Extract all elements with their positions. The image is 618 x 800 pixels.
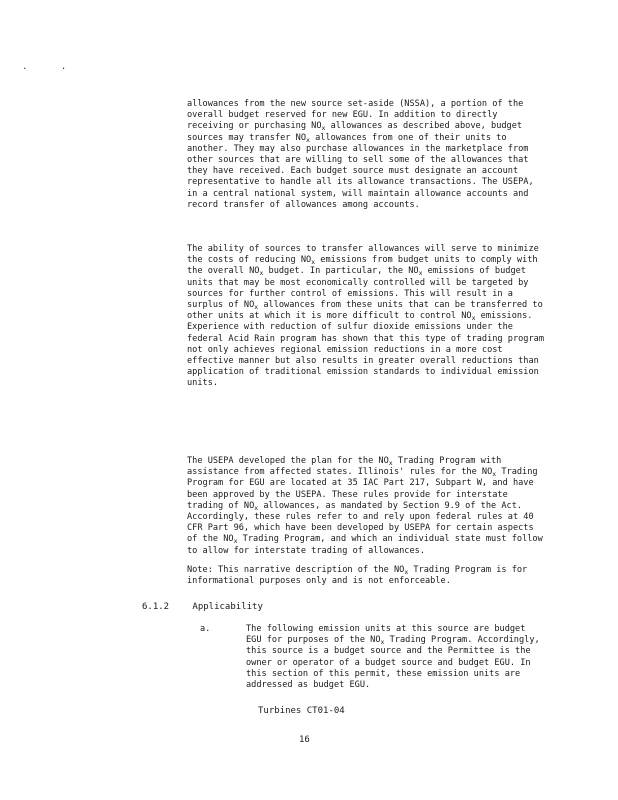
- paragraph-transfer: [187, 244, 547, 401]
- turbines-label: Turbines CT01-04: [258, 706, 345, 716]
- section-number: 6.1.2: [142, 602, 170, 612]
- subscript: x: [233, 537, 238, 546]
- paragraph-nssa: [187, 99, 547, 222]
- list-item-label: a.: [200, 624, 211, 634]
- subscript: x: [259, 269, 264, 278]
- paragraph-text: The USEPA developed the plan for the $NO_x$ Trading Program with assistance from affected states. Illinois' rules for the $NO_x$ Trading Program for EGU are located at 35 IAC Part 217, Subpart W, and have been approved by the USEPA. These rules provide for interstate trading of $NO_x$ allowances, as mandated by Section 9.9 of the Act. Accordingly, these rules refer to and rely upon federal rules at 40 CFR Part 96, which have been developed by USEPA for certain aspects of the $NO_x$ Trading Program, and which an individual state must follow to allow for interstate trading of allowances.: [187, 456, 543, 556]
- subscript: x: [471, 314, 476, 323]
- corner-mark: . .: [22, 62, 81, 72]
- paragraph-text: Note: This narrative description of the $NO_x$ Trading Program is for informational purposes only and is not enforceable.: [187, 565, 528, 587]
- paragraph-usepa-plan: [187, 456, 547, 568]
- section-title: Applicability: [192, 602, 263, 612]
- subscript: x: [311, 258, 316, 267]
- subscript: x: [306, 135, 310, 144]
- subscript: x: [254, 503, 259, 512]
- list-item-text: The following emission units at this source are budget EGU for purposes of the $NO_x$ Trading Program. Accordingly, this source is a budget source and the Permittee is the owner or operator of a budget source and budget EGU. In this section of this permit, these emission units are addressed as budget EGU.: [246, 624, 540, 691]
- subscript: x: [254, 303, 259, 312]
- page-number: 16: [299, 735, 310, 745]
- subscript: x: [321, 124, 326, 133]
- paragraph-text: The ability of sources to transfer allowances will serve to minimize the costs of reducing $NO_x$ emissions from budget units to comply with the overall $NO_x$ budget. In particular, the $NO_x$ emissions of budget units that may be most economically controlled will be targeted by sources for further control of emissions. This will result in a surplus of $NO_x$ allowances from these units that can be transferred to other units at which it is more difficult to control $NO_x$ emissions. Experience with reduction of sulfur dioxide emissions under the federal Acid Rain program has shown that this type of trading program not only achieves regional emission reductions in a more cost effective manner but also results in greater overall reductions than application of traditional emission standards to individual emission units.: [187, 244, 544, 389]
- subscript: x: [418, 269, 423, 278]
- paragraph-text: allowances from the new source set-aside (NSSA), a portion of the overall budget reserved for new EGU. In addition to directly receiving or purchasing $NO_x$ allowances as described above, budget sources may transfer $NO_x$ allowances from one of their units to another. They may also purchase allowances in the marketplace from other sources that are willing to sell some of the allowances that they have received. Each budget source must designate an account representative to handle all its allowance transactions. The USEPA, in a central national system, will maintain allowance accounts and record transfer of allowances among accounts.: [187, 99, 534, 210]
- subscript: x: [388, 459, 393, 467]
- subscript: x: [380, 638, 385, 647]
- subscript: x: [404, 568, 409, 576]
- paragraph-note: [187, 565, 547, 598]
- section-heading: [142, 602, 263, 612]
- subscript: x: [492, 470, 497, 479]
- list-item-a: [200, 624, 540, 691]
